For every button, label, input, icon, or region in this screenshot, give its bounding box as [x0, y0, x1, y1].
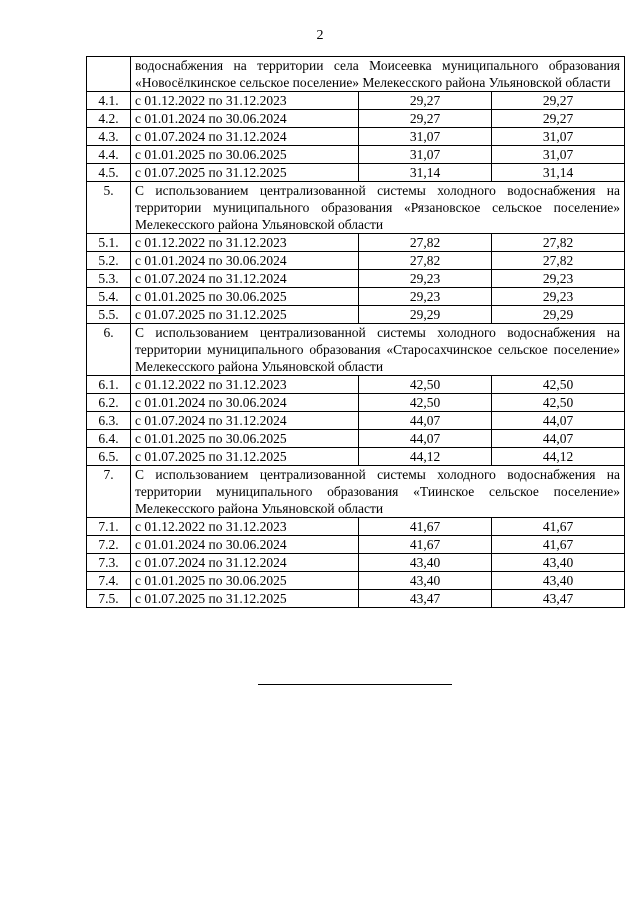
- row-number: 6.3.: [87, 412, 131, 430]
- period-cell: с 01.01.2024 по 30.06.2024: [131, 394, 359, 412]
- tariff-value-1: 29,29: [359, 306, 492, 324]
- tariff-value-1: 29,23: [359, 288, 492, 306]
- page-number: 2: [316, 28, 324, 43]
- tariff-value-1: 27,82: [359, 252, 492, 270]
- period-cell: с 01.07.2024 по 31.12.2024: [131, 270, 359, 288]
- tariff-value-1: 44,07: [359, 412, 492, 430]
- row-number: 5.2.: [87, 252, 131, 270]
- tariff-value-2: 41,67: [492, 518, 625, 536]
- tariff-value-1: 27,82: [359, 234, 492, 252]
- period-cell: с 01.07.2025 по 31.12.2025: [131, 164, 359, 182]
- table-row: [87, 110, 625, 128]
- section-description: С использованием централизованной системы холодного водоснабжения на территории муниципального образования «Старосахчинское сельское поселение» Мелекесского района Ульяновской области: [131, 324, 625, 376]
- section-description: водоснабжения на территории села Моисеевка муниципального образования «Новосёлкинское сельское поселение» Мелекесского района Ульяновской области: [131, 57, 625, 92]
- tariff-value-1: 29,27: [359, 110, 492, 128]
- tariff-value-1: 42,50: [359, 394, 492, 412]
- row-number: 6.: [87, 324, 131, 376]
- tariff-value-2: 43,47: [492, 590, 625, 608]
- table-row: [87, 234, 625, 252]
- row-number: 7.3.: [87, 554, 131, 572]
- tariff-value-1: 31,07: [359, 128, 492, 146]
- table-row: [87, 306, 625, 324]
- tariff-value-2: 27,82: [492, 234, 625, 252]
- table-row: [87, 412, 625, 430]
- tariff-value-2: 29,27: [492, 110, 625, 128]
- tariff-value-2: 43,40: [492, 554, 625, 572]
- tariff-value-2: 29,27: [492, 92, 625, 110]
- tariff-value-2: 27,82: [492, 252, 625, 270]
- tariff-value-2: 31,14: [492, 164, 625, 182]
- row-number: 6.2.: [87, 394, 131, 412]
- tariff-value-1: 31,07: [359, 146, 492, 164]
- table-row: [87, 430, 625, 448]
- period-cell: с 01.01.2025 по 30.06.2025: [131, 288, 359, 306]
- tariff-table: [86, 56, 625, 608]
- tariff-value-1: 43,40: [359, 572, 492, 590]
- row-number: 7.4.: [87, 572, 131, 590]
- row-number: 4.5.: [87, 164, 131, 182]
- period-cell: с 01.12.2022 по 31.12.2023: [131, 376, 359, 394]
- table-row: [87, 554, 625, 572]
- period-cell: с 01.01.2024 по 30.06.2024: [131, 110, 359, 128]
- table-row: [87, 92, 625, 110]
- tariff-value-2: 29,29: [492, 306, 625, 324]
- tariff-value-2: 31,07: [492, 146, 625, 164]
- row-number: 4.4.: [87, 146, 131, 164]
- section-description: С использованием централизованной системы холодного водоснабжения на территории муниципального образования «Рязановское сельское поселение» Мелекесского района Ульяновской области: [131, 182, 625, 234]
- row-number: 5.4.: [87, 288, 131, 306]
- tariff-value-2: 44,12: [492, 448, 625, 466]
- tariff-value-1: 41,67: [359, 518, 492, 536]
- row-number: 4.3.: [87, 128, 131, 146]
- section-description: С использованием централизованной системы холодного водоснабжения на территории муниципального образования «Тиинское сельское поселение» Мелекесского района Ульяновской области: [131, 466, 625, 518]
- table-row: [87, 448, 625, 466]
- period-cell: с 01.07.2025 по 31.12.2025: [131, 590, 359, 608]
- tariff-value-1: 29,27: [359, 92, 492, 110]
- row-number: 4.1.: [87, 92, 131, 110]
- period-cell: с 01.01.2024 по 30.06.2024: [131, 536, 359, 554]
- tariff-value-1: 44,07: [359, 430, 492, 448]
- row-number: 5.5.: [87, 306, 131, 324]
- table-row: [87, 572, 625, 590]
- table-row: [87, 146, 625, 164]
- period-cell: с 01.12.2022 по 31.12.2023: [131, 92, 359, 110]
- tariff-value-1: 42,50: [359, 376, 492, 394]
- period-cell: с 01.01.2025 по 30.06.2025: [131, 430, 359, 448]
- tariff-value-2: 42,50: [492, 376, 625, 394]
- tariff-value-1: 43,47: [359, 590, 492, 608]
- period-cell: с 01.12.2022 по 31.12.2023: [131, 234, 359, 252]
- tariff-value-2: 44,07: [492, 430, 625, 448]
- period-cell: с 01.07.2024 по 31.12.2024: [131, 128, 359, 146]
- tariff-value-1: 43,40: [359, 554, 492, 572]
- table-row: [87, 128, 625, 146]
- period-cell: с 01.01.2025 по 30.06.2025: [131, 572, 359, 590]
- row-number: 7.2.: [87, 536, 131, 554]
- table-row: [87, 252, 625, 270]
- row-number: 7.: [87, 466, 131, 518]
- table-row: [87, 394, 625, 412]
- tariff-value-2: 44,07: [492, 412, 625, 430]
- row-number: 5.3.: [87, 270, 131, 288]
- period-cell: с 01.07.2025 по 31.12.2025: [131, 306, 359, 324]
- table-row: [87, 270, 625, 288]
- tariff-value-2: 29,23: [492, 270, 625, 288]
- section-row: [87, 466, 625, 518]
- section-row: [87, 324, 625, 376]
- row-number: 4.2.: [87, 110, 131, 128]
- row-number: 6.1.: [87, 376, 131, 394]
- tariff-value-2: 41,67: [492, 536, 625, 554]
- tariff-value-2: 29,23: [492, 288, 625, 306]
- row-number: 5.1.: [87, 234, 131, 252]
- period-cell: с 01.07.2024 по 31.12.2024: [131, 554, 359, 572]
- period-cell: с 01.07.2025 по 31.12.2025: [131, 448, 359, 466]
- period-cell: с 01.07.2024 по 31.12.2024: [131, 412, 359, 430]
- row-number: [87, 57, 131, 92]
- period-cell: с 01.01.2025 по 30.06.2025: [131, 146, 359, 164]
- section-row: [87, 57, 625, 92]
- table-row: [87, 376, 625, 394]
- period-cell: с 01.12.2022 по 31.12.2023: [131, 518, 359, 536]
- row-number: 5.: [87, 182, 131, 234]
- table-row: [87, 288, 625, 306]
- table-row: [87, 518, 625, 536]
- tariff-value-2: 31,07: [492, 128, 625, 146]
- row-number: 6.5.: [87, 448, 131, 466]
- tariff-value-1: 44,12: [359, 448, 492, 466]
- row-number: 7.5.: [87, 590, 131, 608]
- table-row: [87, 536, 625, 554]
- table-row: [87, 164, 625, 182]
- period-cell: с 01.01.2024 по 30.06.2024: [131, 252, 359, 270]
- tariff-value-2: 42,50: [492, 394, 625, 412]
- section-row: [87, 182, 625, 234]
- table-row: [87, 590, 625, 608]
- end-divider: [258, 684, 452, 685]
- row-number: 7.1.: [87, 518, 131, 536]
- tariff-value-1: 29,23: [359, 270, 492, 288]
- tariff-value-1: 41,67: [359, 536, 492, 554]
- tariff-value-2: 43,40: [492, 572, 625, 590]
- row-number: 6.4.: [87, 430, 131, 448]
- tariff-value-1: 31,14: [359, 164, 492, 182]
